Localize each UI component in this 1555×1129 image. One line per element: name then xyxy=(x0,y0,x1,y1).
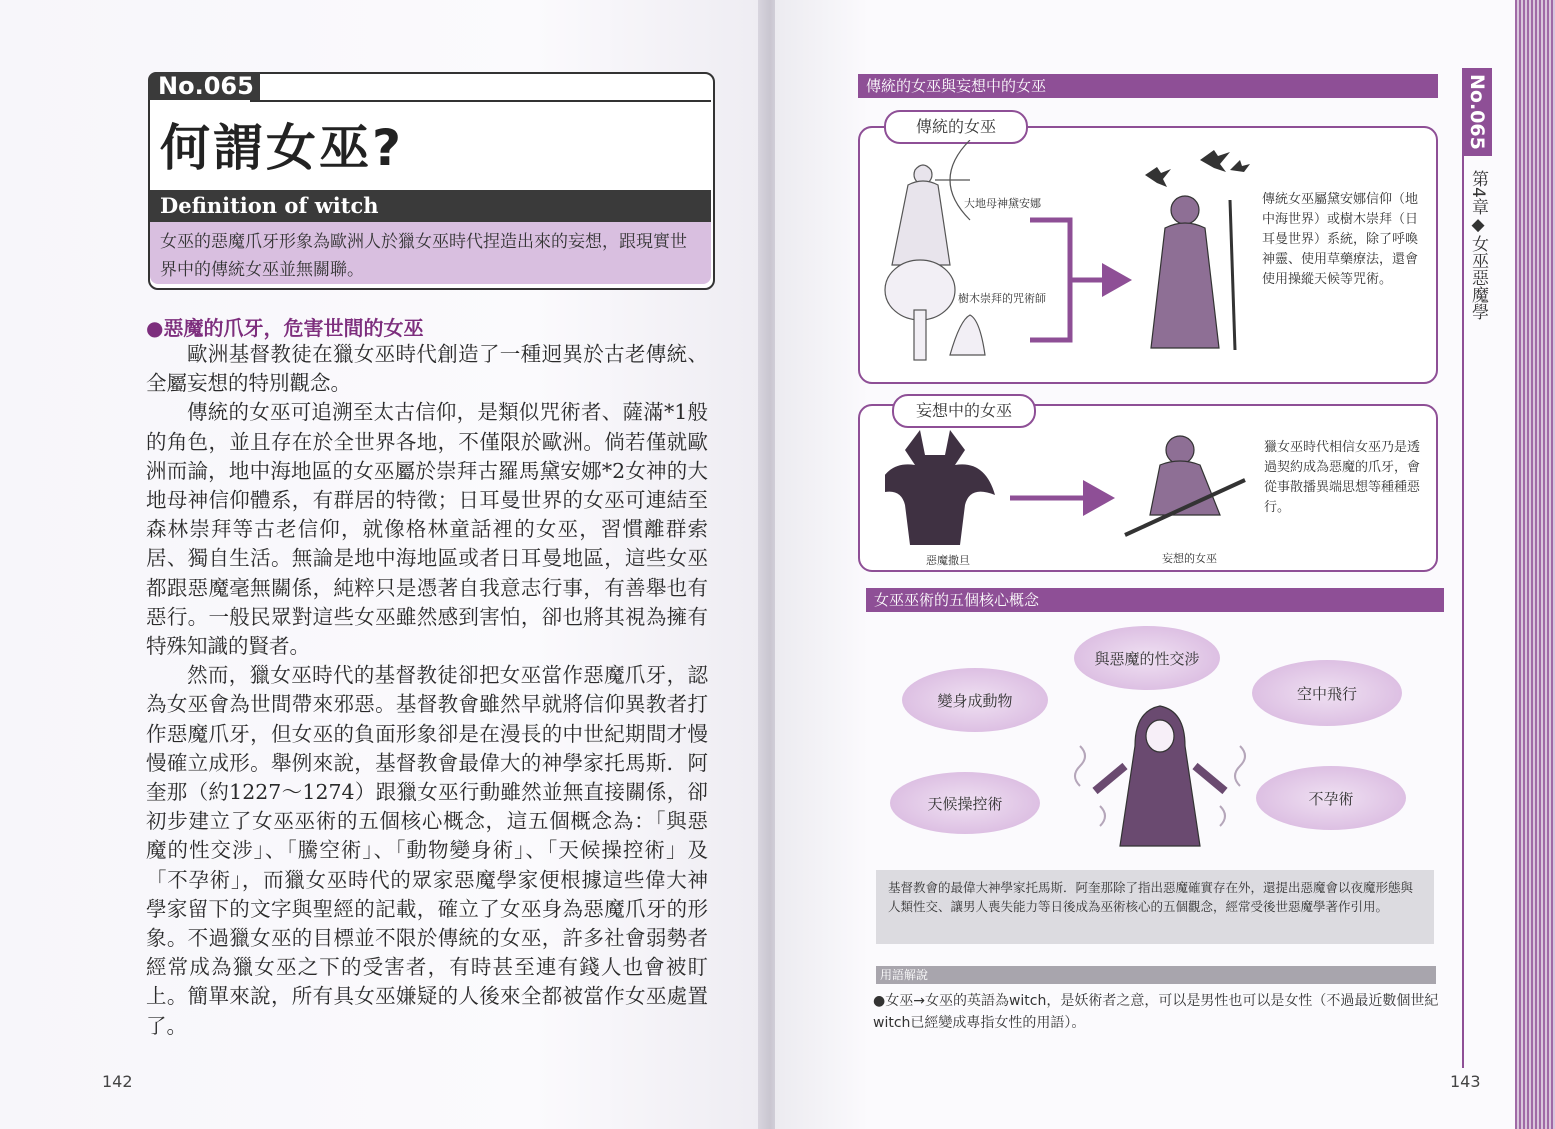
imagined-description: 獵女巫時代相信女巫乃是透過契約成為惡魔的爪牙，會從事散播異端思想等種種惡行。 xyxy=(1264,440,1421,515)
goddess-figure-icon xyxy=(892,140,970,265)
concept-animal-transformation: 變身成動物 xyxy=(902,668,1048,732)
paragraph: 歐洲基督教徒在獵女巫時代創造了一種迥異於古老傳統、全屬妄想的特別觀念。 xyxy=(146,342,708,396)
traditional-description: 傳統女巫屬黛安娜信仰（地中海世界）或樹木崇拜（日耳曼世界）系統，除了呼喚神靈、使用草藥療法，還會使用操縱天候等咒術。 xyxy=(1262,192,1419,287)
concept-sexual-relations: 與惡魔的性交涉 xyxy=(1074,626,1220,690)
section-bar-five-concepts: 女巫巫術的五個核心概念 xyxy=(866,588,1444,612)
section-bar-traditional-vs-imagined: 傳統的女巫與妄想中的女巫 xyxy=(858,74,1438,98)
traditional-witch-label: 傳統的女巫 xyxy=(884,110,1028,144)
flying-witch-icon xyxy=(1125,436,1245,535)
aquinas-note: 基督教會的最偉大神學家托馬斯．阿奎那除了指出惡魔確實存在外，還提出惡魔會以夜魔形態與人類性交、讓男人喪失能力等日後成為巫術核心的五個觀念，經常受後世惡魔學著作引用。 xyxy=(876,870,1434,944)
side-rule xyxy=(1462,68,1464,1068)
caption-imagined-witch: 妄想的女巫 xyxy=(1162,552,1217,565)
summary-box: 女巫的惡魔爪牙形象為歐洲人於獵女巫時代捏造出來的妄想，跟現實世界中的傳統女巫並無關聯。 xyxy=(150,222,711,284)
caption-goddess: 大地母神黛安娜 xyxy=(964,197,1041,210)
page-number-right: 143 xyxy=(1450,1072,1481,1091)
merge-arrow-icon xyxy=(1030,220,1132,340)
side-chapter-label: 第4章◆女巫惡魔學 xyxy=(1468,170,1488,320)
imagined-illustration xyxy=(885,420,1255,550)
concept-weather-control: 天候操控術 xyxy=(890,772,1040,834)
body-text xyxy=(146,340,708,1041)
paragraph: 然而，獵女巫時代的基督教徒卻把女巫當作惡魔爪牙，認為女巫會為世間帶來邪惡。基督教會雖然早就將信仰異教者打作惡魔爪牙，但女巫的負面形象卻是在漫長的中世紀期間才慢慢確立成形。舉例來說，基督教會最偉大的神學家托馬斯．阿奎那（約1227～1274）跟獵女巫行動雖然並無直接關係，卻初步建立了女巫巫術的五個核心概念，這五個概念為：「與惡魔的性交涉」、「騰空術」、「動物變身術」、「天候操控術」及「不孕術」，而獵女巫時代的眾家惡魔學家便根據這些偉大神學家留下的文字與聖經的記載，確立了女巫身為惡魔爪牙的形象。不過獵女巫的目標並不限於傳統的女巫，許多社會弱勢者經常成為獵女巫之下的受害者，有時甚至連有錢人也會被盯上。簡單來說，所有具女巫嫌疑的人後來全都被當作女巫處置了。 xyxy=(146,663,708,1038)
crow-icon xyxy=(1145,150,1250,187)
concept-infertility: 不孕術 xyxy=(1256,766,1406,830)
title-rule xyxy=(250,100,711,102)
imagined-witch-label: 妄想中的女巫 xyxy=(892,394,1036,428)
section-heading: ●惡魔的爪牙，危害世間的女巫 xyxy=(146,316,424,340)
concept-flight: 空中飛行 xyxy=(1252,660,1402,726)
hooded-witch-icon xyxy=(1095,706,1225,846)
glossary-label: 用語解說 xyxy=(880,968,929,982)
glossary-bar xyxy=(876,966,1436,984)
side-entry-number: No.065 xyxy=(1462,68,1492,156)
caption-devil: 惡魔撒旦 xyxy=(926,554,970,567)
page-number-left: 142 xyxy=(102,1072,133,1091)
paragraph: 傳統的女巫可追溯至太古信仰，是類似咒術者、薩滿*1般的角色，並且存在於全世界各地，不僅限於歐洲。倘若僅就歐洲而論，地中海地區的女巫屬於崇拜古羅馬黛安娜*2女神的大地母神信仰體系，有群居的特徵；日耳曼世界的女巫可連結至森林崇拜等古老信仰，就像格林童話裡的女巫，習慣離群索居、獨自生活。無論是地中海地區或者日耳曼地區，這些女巫都跟惡魔毫無關係，純粹只是憑著自我意志行事，有善舉也有惡行。一般民眾對這些女巫雖然感到害怕，卻也將其視為擁有特殊知識的賢者。 xyxy=(146,400,708,659)
glossary-entry: ●女巫→女巫的英語為witch，是妖術者之意，可以是男性也可以是女性（不過最近數個世紀witch已經變成專指女性的用語）。 xyxy=(873,993,1439,1031)
devil-icon xyxy=(885,430,995,545)
traditional-illustration xyxy=(880,140,1260,370)
entry-number-tag: No.065 xyxy=(148,72,260,100)
old-witch-icon xyxy=(1151,196,1235,350)
nun-witch-illustration xyxy=(1060,696,1260,856)
page-title: 何謂女巫? xyxy=(160,119,405,177)
tree-icon xyxy=(885,260,985,360)
page-edges xyxy=(1515,0,1555,1129)
english-subtitle: Definition of witch xyxy=(150,190,711,222)
caption-tree-worship: 樹木崇拜的咒術師 xyxy=(958,292,1046,305)
right-arrow-icon xyxy=(1010,480,1115,516)
